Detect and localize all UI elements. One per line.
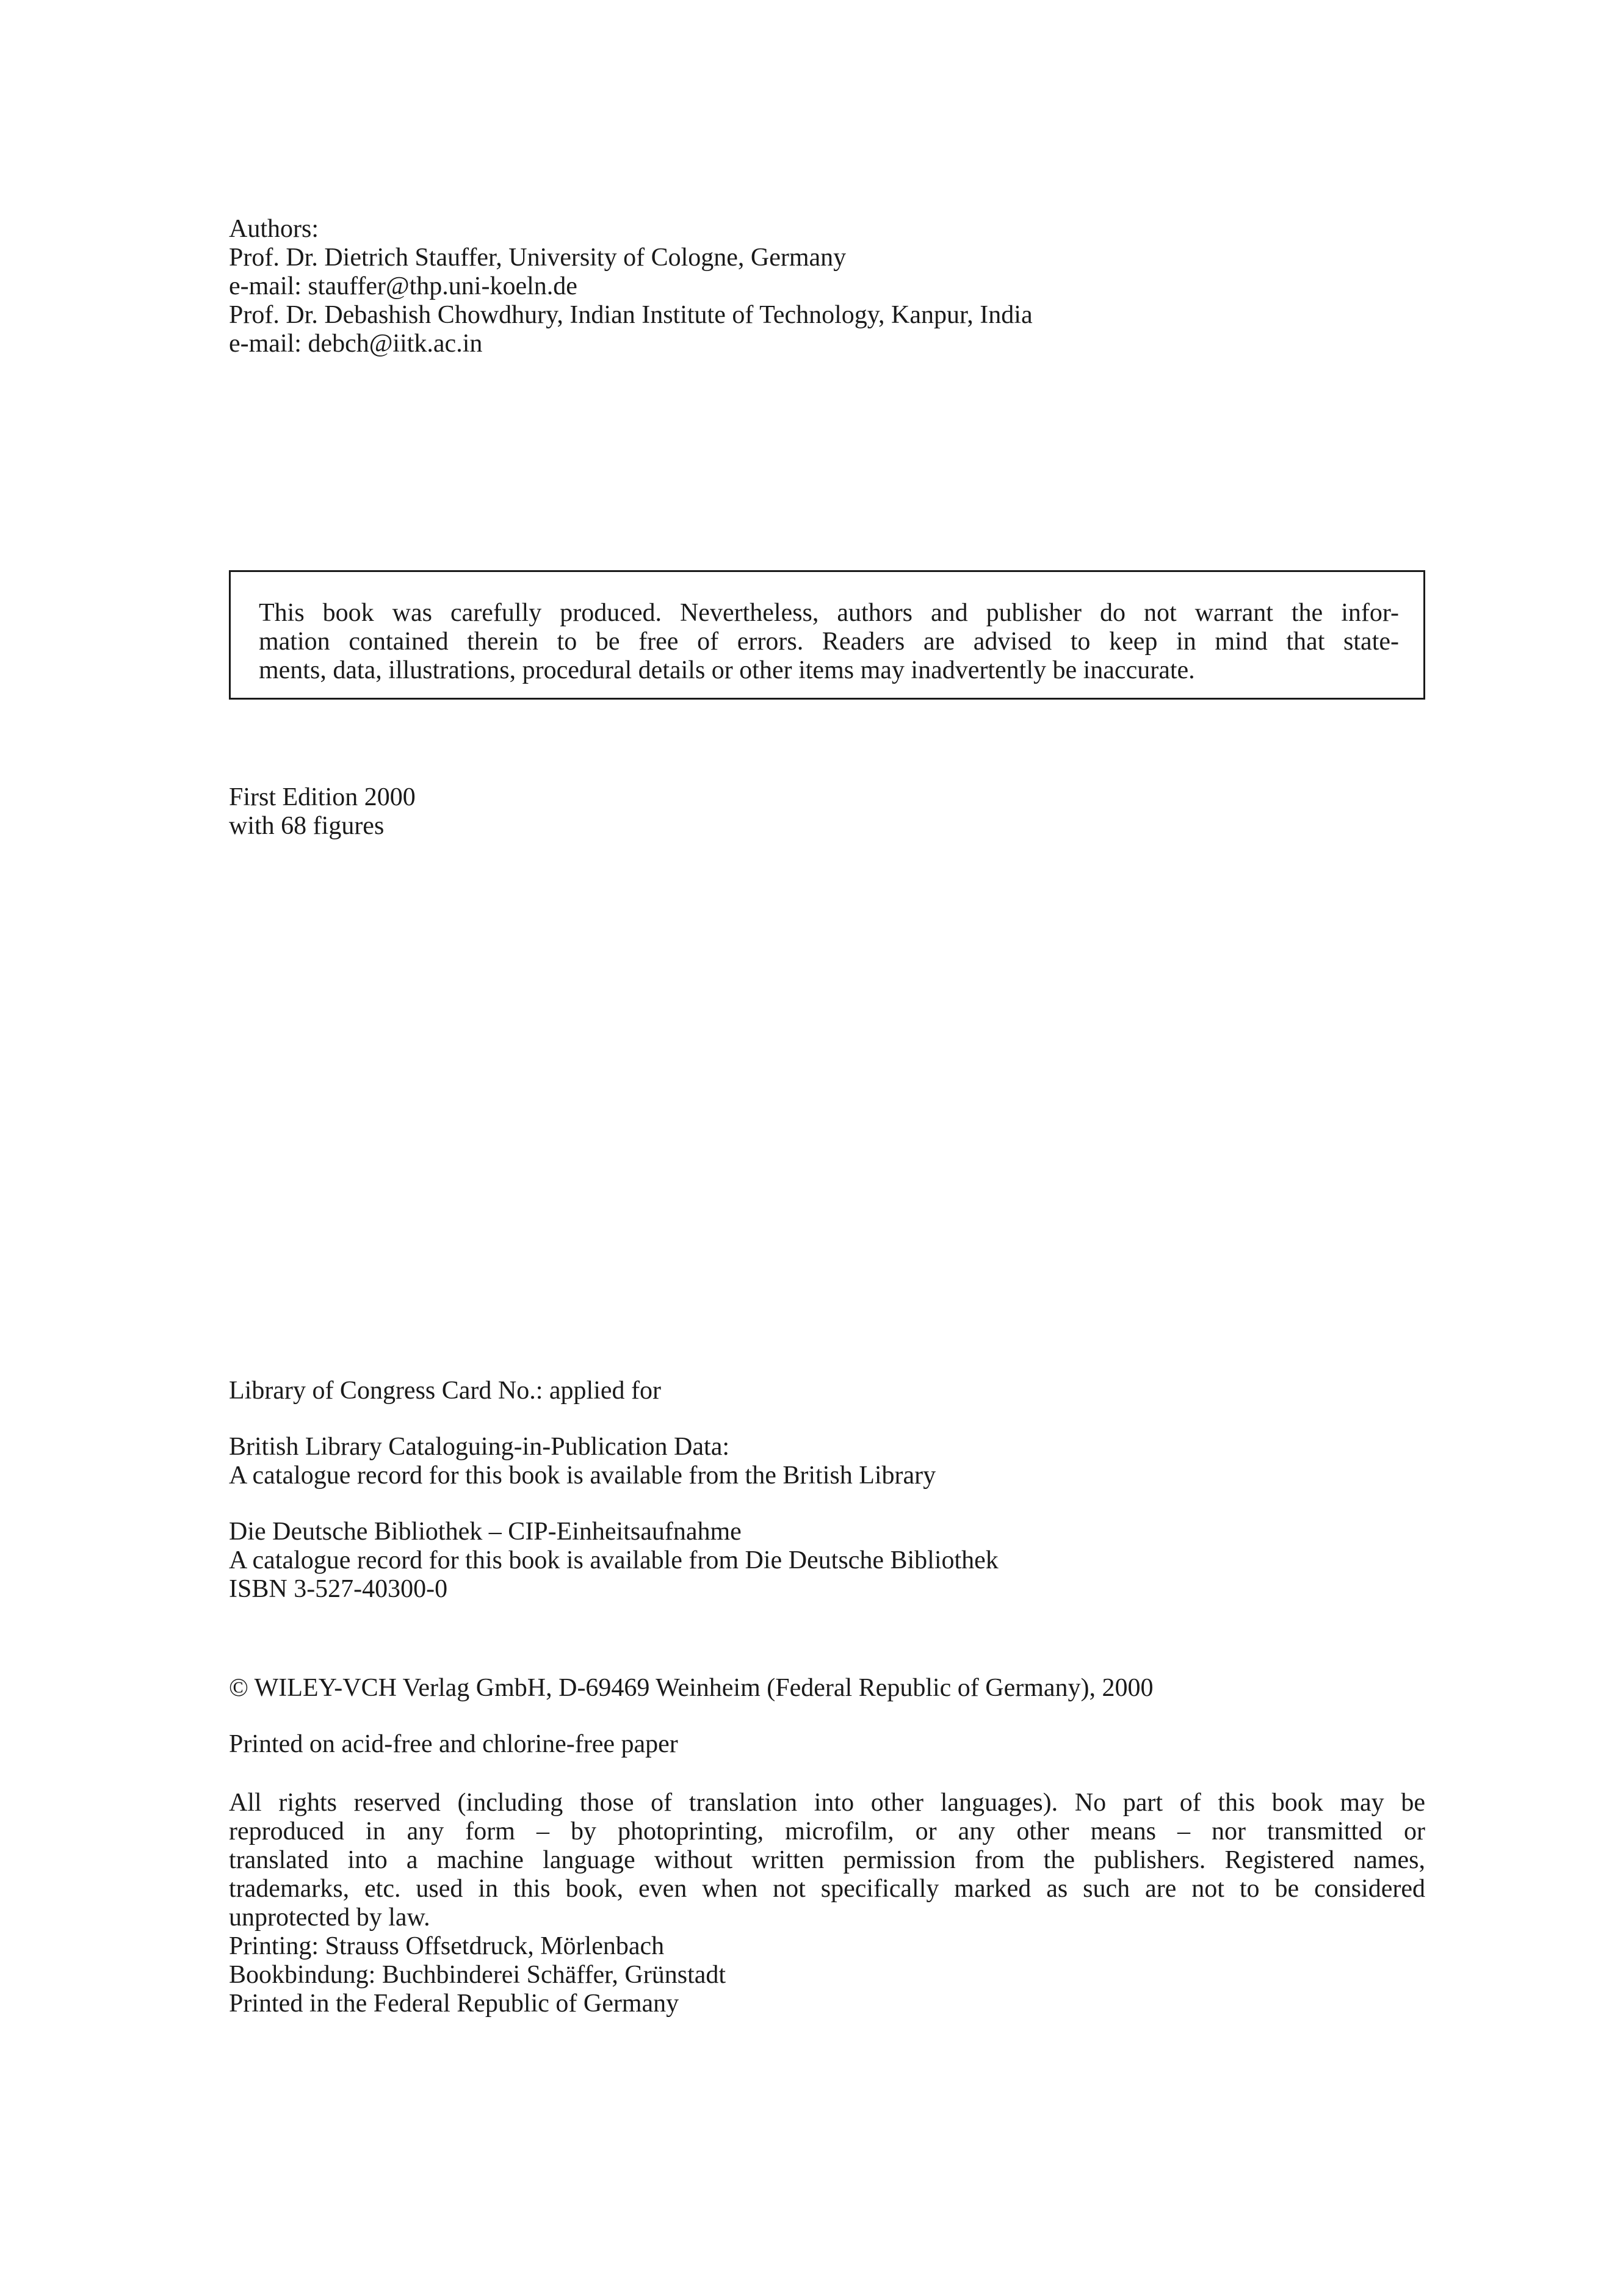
disclaimer-line-1: This book was carefully produced. Nevertheless, authors and publisher do not warrant the infor-: [259, 599, 1399, 627]
rights-line-1: All rights reserved (including those of translation into other languages). No part of this book may be: [229, 1789, 1425, 1817]
printing-credit: Printing: Strauss Offsetdruck, Mörlenbach: [229, 1932, 665, 1960]
british-library-record: A catalogue record for this book is available from the British Library: [229, 1461, 936, 1490]
deutsche-bibliothek-record: A catalogue record for this book is available from Die Deutsche Bibliothek: [229, 1546, 999, 1574]
authors-heading: Authors:: [229, 215, 319, 243]
author1-name: Prof. Dr. Dietrich Stauffer, University of Cologne, Germany: [229, 244, 847, 272]
copyright-section: [229, 1674, 1154, 1759]
author2-email: e-mail: debch@iitk.ac.in: [229, 330, 483, 358]
disclaimer-line-2: mation contained therein to be free of errors. Readers are advised to keep in mind that state-: [259, 628, 1399, 656]
cataloguing-section: [229, 1377, 999, 1604]
paper-note: Printed on acid-free and chlorine-free paper: [229, 1730, 678, 1758]
rights-line-4: trademarks, etc. used in this book, even when not specifically marked as such are not to be considered: [229, 1875, 1425, 1903]
figures-line: with 68 figures: [229, 812, 385, 840]
author1-email: e-mail: stauffer@thp.uni-koeln.de: [229, 272, 577, 300]
rights-section: [229, 1789, 1425, 2018]
isbn: ISBN 3-527-40300-0: [229, 1575, 448, 1603]
deutsche-bibliothek-title: Die Deutsche Bibliothek – CIP-Einheitsaufnahme: [229, 1518, 742, 1546]
edition-line: First Edition 2000: [229, 783, 416, 811]
authors-section: [229, 215, 1033, 358]
library-of-congress: Library of Congress Card No.: applied for: [229, 1377, 661, 1405]
rights-line-5: unprotected by law.: [229, 1903, 430, 1932]
author2-name: Prof. Dr. Debashish Chowdhury, Indian Institute of Technology, Kanpur, India: [229, 301, 1033, 329]
edition-section: [229, 783, 416, 841]
copyright-notice: © WILEY-VCH Verlag GmbH, D-69469 Weinheim (Federal Republic of Germany), 2000: [229, 1674, 1154, 1702]
rights-line-3: translated into a machine language without written permission from the publishers. Registered names,: [229, 1846, 1425, 1874]
disclaimer-box: [229, 570, 1425, 700]
british-library-title: British Library Cataloguing-in-Publication Data:: [229, 1433, 730, 1461]
binding-credit: Bookbindung: Buchbinderei Schäffer, Grünstadt: [229, 1961, 726, 1989]
rights-line-2: reproduced in any form – by photoprinting, microfilm, or any other means – nor transmitted or: [229, 1817, 1425, 1845]
disclaimer-line-3: ments, data, illustrations, procedural details or other items may inadvertently be inaccurate.: [259, 656, 1195, 684]
printed-in: Printed in the Federal Republic of Germany: [229, 1990, 679, 2018]
